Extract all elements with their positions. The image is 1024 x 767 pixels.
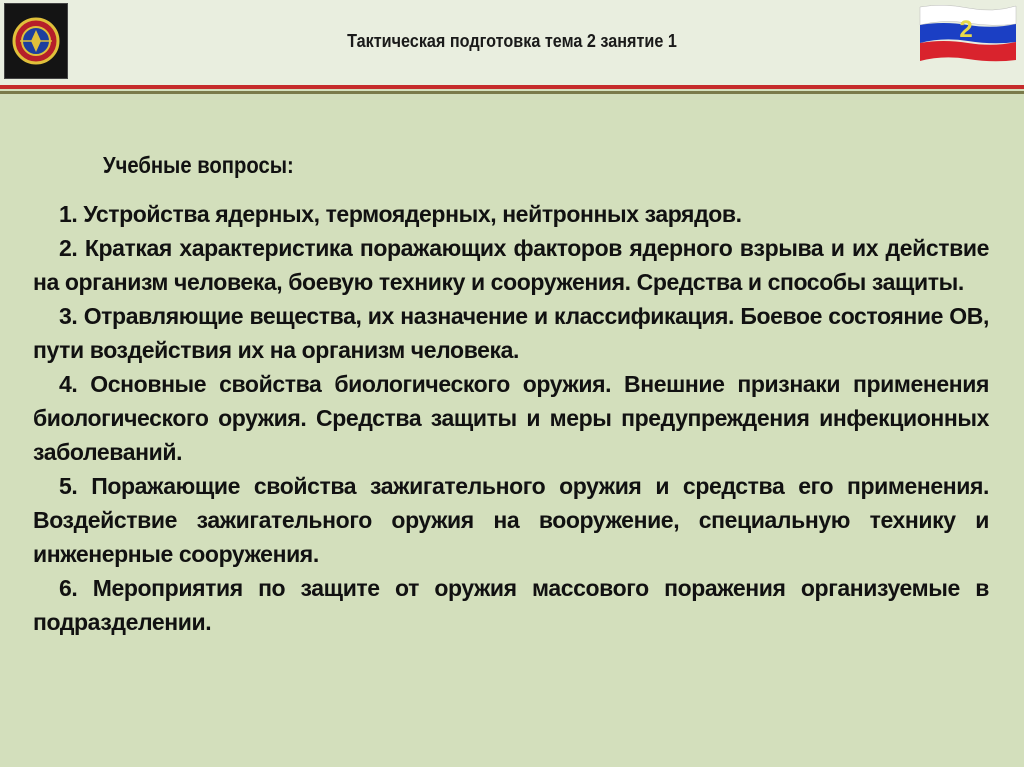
list-item: 4. Основные свойства биологического оружия. Внешние признаки применения биологического оружия. Средства защиты и меры предупреждения инфекционных заболеваний. bbox=[33, 371, 989, 465]
header-divider-red bbox=[0, 85, 1024, 89]
list-item: 6. Мероприятия по защите от оружия массового поражения организуемые в подразделении. bbox=[33, 575, 989, 635]
slide-header bbox=[0, 0, 1024, 85]
section-heading: Учебные вопросы: bbox=[103, 152, 294, 178]
slide-title: Тактическая подготовка тема 2 занятие 1 bbox=[347, 31, 677, 51]
header-divider-olive bbox=[0, 91, 1024, 94]
questions-list bbox=[33, 197, 989, 639]
page-number: 2 bbox=[959, 16, 973, 43]
list-item: 5. Поражающие свойства зажигательного оружия и средства его применения. Воздействие зажигательного оружия на вооружение, специальную технику и инженерные сооружения. bbox=[33, 473, 989, 567]
list-item: 3. Отравляющие вещества, их назначение и классификация. Боевое состояние ОВ, пути воздействия их на организм человека. bbox=[33, 303, 989, 363]
list-item: 1. Устройства ядерных, термоядерных, нейтронных зарядов. bbox=[59, 201, 742, 227]
list-item: 2. Краткая характеристика поражающих факторов ядерного взрыва и их действие на организм человека, боевую технику и сооружения. Средства и способы защиты. bbox=[33, 235, 989, 295]
